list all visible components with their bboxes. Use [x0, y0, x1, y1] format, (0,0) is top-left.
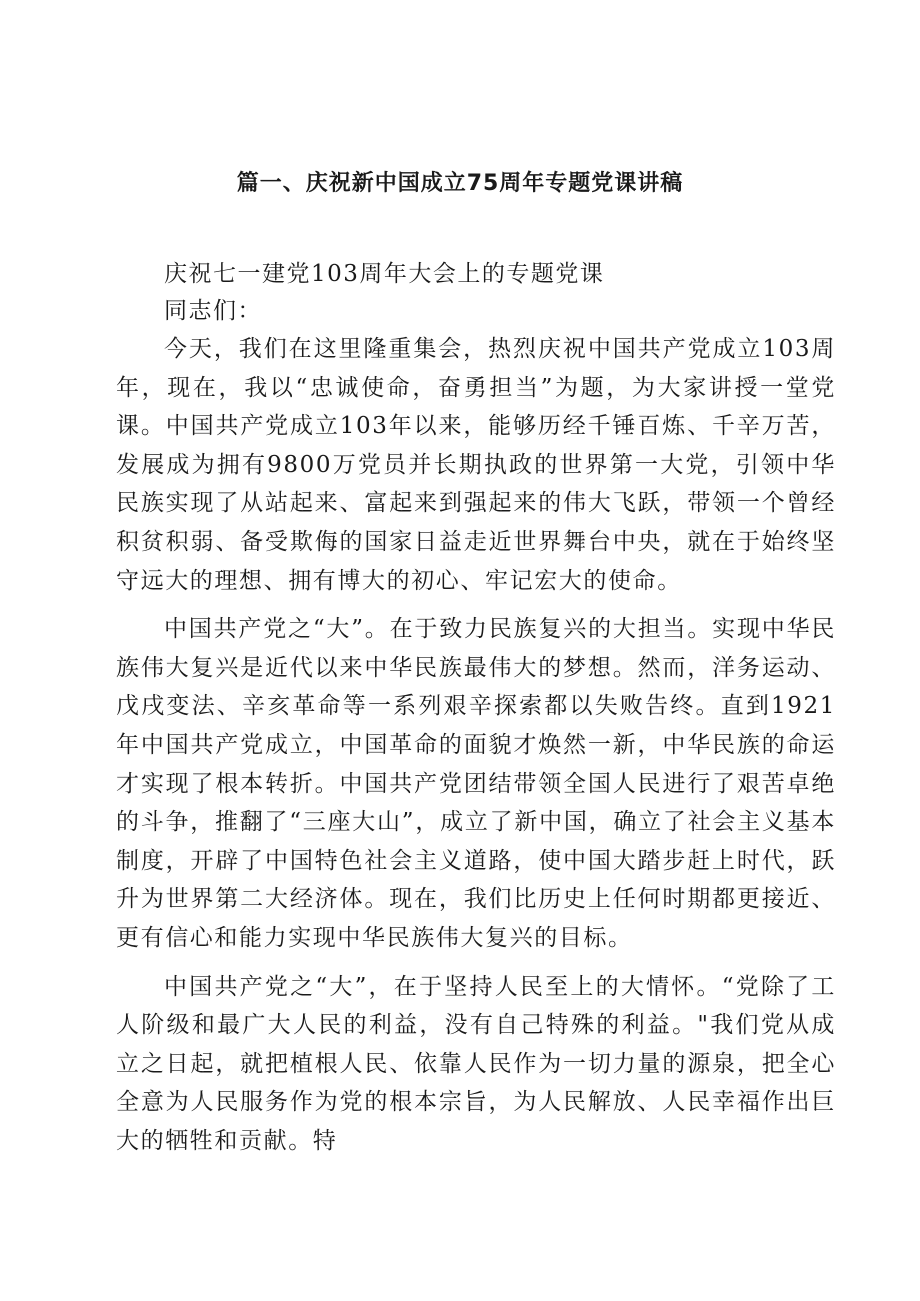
document-body	[116, 256, 836, 1160]
document-title: 篇一、庆祝新中国成立75周年专题党课讲稿	[236, 171, 684, 196]
paragraph: 中国共产党之“大”。在于致力民族复兴的大担当。实现中华民族伟大复兴是近代以来中华民族最伟大的梦想。然而，洋务运动、戊戌变法、辛亥革命等一系列艰辛探索都以失败告终。直到1921年中国共产党成立，中国革命的面貌才焕然一新，中华民族的命运才实现了根本转折。中国共产党团结带领全国人民进行了艰苦卓绝的斗争，推翻了“三座大山”，成立了新中国，确立了社会主义基本制度，开辟了中国特色社会主义道路，使中国大踏步赶上时代，跃升为世界第二大经济体。现在，我们比历史上任何时期都更接近、更有信心和能力实现中华民族伟大复兴的目标。	[116, 616, 836, 951]
document-subtitle: 庆祝七一建党103周年大会上的专题党课	[164, 261, 605, 287]
salutation: 同志们：	[164, 298, 262, 324]
paragraph-spacer	[116, 600, 836, 610]
paragraph: 今天，我们在这里隆重集会，热烈庆祝中国共产党成立103周年，现在，我以“忠诚使命，奋勇担当”为题，为大家讲授一堂党课。中国共产党成立103年以来，能够历经千锤百炼、千辛万苦，发展成为拥有9800万党员并长期执政的世界第一大党，引领中华民族实现了从站起来、富起来到强起来的伟大飞跃，带领一个曾经积贫积弱、备受欺侮的国家日益走近世界舞台中央，就在于始终坚守远大的理想、拥有博大的初心、牢记宏大的使命。	[116, 336, 836, 594]
paragraph: 中国共产党之“大”，在于坚持人民至上的大情怀。“党除了工人阶级和最广大人民的利益，没有自己特殊的利益。"我们党从成立之日起，就把植根人民、依靠人民作为一切力量的源泉，把全心全意为人民服务作为党的根本宗旨，为人民解放、人民幸福作出巨大的牺牲和贡献。特	[116, 973, 836, 1154]
paragraph-spacer	[116, 958, 836, 968]
